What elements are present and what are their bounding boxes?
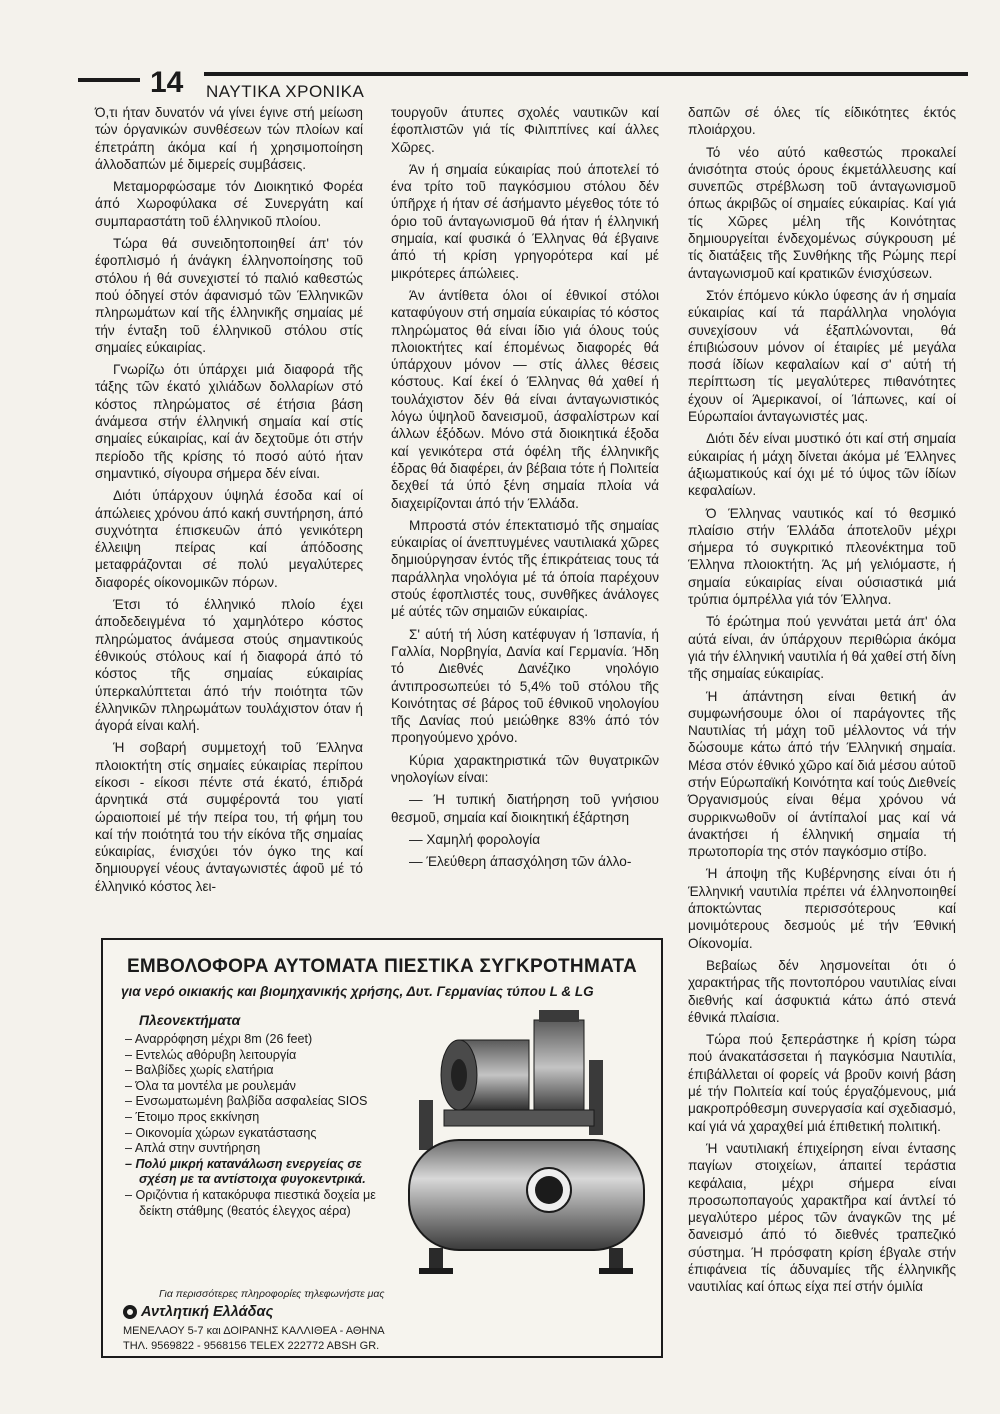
paragraph: Κύρια χαρακτηριστικά τῶν θυγατρικῶν νηολογίων είναι: xyxy=(391,752,659,785)
ad-phone: ΤΗΛ. 9569822 - 9568156 TELEX 222772 ABSH GR. xyxy=(123,1340,380,1352)
brand-name: Αντλητική Ελλάδας xyxy=(141,1304,274,1320)
paragraph: τουργοῦν άτυπες σχολές ναυτικῶν καί έφοπλιστῶν γιά τίς Φιλιππίνες καί άλλες Χῶρες. xyxy=(391,105,659,155)
list-item: – Ενσωματωμένη βαλβίδα ασφαλείας SIOS xyxy=(125,1094,395,1110)
paragraph: Στόν έπόμενο κύκλο ύφεσης άν ή σημαία εύκαιρίας καί τά παράλληλα νηολόγια συνεχίσουν νά έξαπλώνονται, θά έπιβιώσουν μόνον οί έταιρίες μέ μεγάλα ποσά ίδίων κεφαλαίων καί σ' αύτή τή περίπτωση τίς μεγαλύτερες πιθανότητες έχουν οί Άμερικανοί, οί Ίάπωνες, καί οί Εύρωπαίοι άνταγωνιστές μας. xyxy=(688,287,956,425)
paragraph: Ή άποψη τῆς Κυβέρνησης είναι ότι ή Έλληνική ναυτιλία πρέπει νά έλληνοποιηθεί άποκτώντας περισσότερους καί μονιμότερους δεσμούς μέ τήν Έθνική Οίκονομία. xyxy=(688,866,956,951)
ad-brand xyxy=(123,1304,273,1320)
ad-footnote: Για περισσότερες πληροφορίες τηλεφωνήστε μας xyxy=(159,1288,385,1300)
paragraph: Άν άντίθετα όλοι οί έθνικοί στόλοι καταφύγουν στή σημαία εύκαιρίας τό κόστος πληρώματος θά είναι ίδιο γιά όλους τούς πλοιοκτήτες καί έπομένως διαφορές θά ύπάρχουν μόνον — στίς άλλες θέσεις κόστους. Καί έκεί ό Έλληνας θά χαθεί ή τουλάχιστον δέν θά είναι άνταγωνιστικός λόγω ύψηλοῦ δανεισμοῦ, άσφαλίστρων καί άλλων έξόδων. Μόνο στά διοικητικά έξοδα καί γενικότερα στά όφέλη τῆς έλληνικῆς έδρας θά διαφέρει, άν βέβαια τότε ή Πολιτεία δεχθεί τά ύπό ξένη σημαία πλοία νά διαχειρίζονται άπό τήν Έλλάδα. xyxy=(391,287,659,511)
paragraph: Ή σοβαρή συμμετοχή τοῦ Έλληνα πλοιοκτήτη στίς σημαίες εύκαιρίας περίπου είκοσι - είκοσι πέντε στά έκατό, έπιδρά άρνητικά στά συμφέροντά του γιατί ώραιοποιεί μέ τήν πείρα του, τή φήμη του καί τήν ποιότητά του τήν είκόνα τῆς σημαίας εύκαιρίας, ένισχύει τόν όγκο της καί δημιουργεί νέους άνταγωνιστές άφοῦ μέ τό έλληνικό κόστος λει- xyxy=(95,740,363,894)
paragraph: Βεβαίως δέν λησμονείται ότι ό χαρακτήρας τῆς ποντοπόρου ναυτιλίας είναι διεθνής καί άσφυκτιά κάτω άπό στενά έθνικά πλαίσια. xyxy=(688,957,956,1025)
paragraph: Ό,τι ήταν δυνατόν νά γίνει έγινε στή μείωση τών όργανικών συνθέσεων τών πλοίων καί έπετράπη άκόμα καί ή χρησιμοποίηση άλλοδαπών μέ διμερείς συμβάσεις. xyxy=(95,105,363,172)
compressor-illustration xyxy=(389,1000,657,1280)
list-item: – Έτοιμο προς εκκίνηση xyxy=(125,1110,395,1126)
paragraph: Ή άπάντηση είναι θετική άν συμφωνήσουμε όλοι οί παράγοντες τῆς Ναυτιλίας τή μάχη τοῦ μέλλοντος νά τήν δώσουμε κάτω άπό τήν Έλληνική σημαία. Μέσα στόν έθνικό χῶρο καί διά μέσου αύτοῦ στήν Εύρωπαϊκή Κοινότητα καί τούς Διεθνείς Όργανισμούς είναι θέμα χρόνου νά συρρικνωθοῦν οί άντίπαλοί μας καί νά άνακτήσει ή έλληνική σημαία τή πρωτοπορία της στόν παγκόσμιο στίβο. xyxy=(688,688,956,860)
paragraph: Διότι ύπάρχουν ύψηλά έσοδα καί οί άπώλειες χρόνου άπό κακή συντήρηση, άπό συχνότητα έπισκευῶν άπό γενικότερη έλλειψη πείρας καί άπόδοσης μεταφράζονται σέ πολύ μεγαλύτερες διαφορές οίκονομικῶν πόρων. xyxy=(95,488,364,590)
ad-list-title: Πλεονεκτήματα xyxy=(139,1012,241,1028)
paragraph: Μεταμορφώσαμε τόν Διοικητικό Φορέα άπό Χωροφύλακα σέ Συνεργάτη καί συμπαραστάτη τοῦ έλληνικοῦ πλοίου. xyxy=(95,179,363,229)
paragraph: Τό νέο αύτό καθεστώς προκαλεί άνισότητα στούς όρους έκμετάλλευσης καί συνεπῶς στρέβλωση τοῦ άνταγωνισμοῦ όπως άκριβῶς οί σημαίες εύκαιρίας. Καί γιά τίς Χῶρες μέλη τῆς Κοινότητας δημιουργείται ένδεχομένως σύγκρουση μέ τίς διατάξεις τῆς Συνθήκης τῆς Ρώμης περί άνταγωνισμοῦ καί κρατικῶν ένισχύσεων. xyxy=(688,144,956,281)
ad-title: ΕΜΒΟΛΟΦΟΡΑ ΑΥΤΟΜΑΤΑ ΠΙΕΣΤΙΚΑ ΣΥΓΚΡΟΤΗΜΑΤΑ xyxy=(126,956,638,977)
ad-address: ΜΕΝΕΛΑΟΥ 5-7 και ΔΟΙΡΑΝΗΣ ΚΑΛΛΙΘΕΑ - ΑΘΗΝΑ xyxy=(123,1325,385,1337)
list-item: – Όλα τα μοντέλα με ρουλεμάν xyxy=(125,1079,395,1095)
paragraph: Γνωρίζω ότι ύπάρχει μιά διαφορά τῆς τάξης τῶν έκατό χιλιάδων δολλαρίων στό κόστος πληρώματος σέ έτήσια βάση άνάμεσα στήν έλληνική σημαία καί στίς σημαίες εύκαιρίας, καί άν δεχτοῦμε ότι στήν περίοδο τῆς κρίσης τό ποσό αύτό ήταν σημαντικό, σίγουρα σήμερα δέν είναι. xyxy=(95,362,363,481)
article-column-2 xyxy=(391,104,659,875)
header-rule-right xyxy=(204,72,968,76)
header-rule-left xyxy=(78,78,140,82)
list-item: – Οριζόντια ή κατακόρυφα πιεστικά δοχεία με δείκτη στάθμης (θεατός έλεγχος αέρα) xyxy=(125,1188,395,1219)
list-item: – Οικονομία χώρων εγκατάστασης xyxy=(125,1126,395,1142)
paragraph: Τό έρώτημα πού γεννάται μετά άπ' όλα αύτά είναι, άν ύπάρχουν περιθώρια άκόμα γιά τήν έλληνική ναυτιλία ή θά χαθεί στή δίνη τῆς σημαίας εύκαιρίας. xyxy=(688,614,956,682)
list-item: – Πολύ μικρή κατανάλωση ενεργείας σε σχέση με τα αντίστοιχα φυγοκεντρικά. xyxy=(125,1157,395,1188)
paragraph: Έτσι τό έλληνικό πλοίο έχει άποδεδειγμένα τό χαμηλότερο κόστος πληρώματος άνάμεσα στούς σημαντικούς έθνικούς στόλους καί ή διαφορά άπό τό κόστος τῆς σημαίας εύκαιρίας ύπερκαλύπτεται άπό τήν ποιότητα τῶν έλληνικῶν πληρωμάτων τουλάχιστον όταν ή άγορά είναι καλή. xyxy=(95,597,363,734)
article-column-1 xyxy=(95,104,363,900)
magazine-title: ΝΑΥΤΙΚΑ ΧΡΟΝΙΚΑ xyxy=(206,82,365,101)
paragraph: δαπῶν σέ όλες τίς είδικότητες έκτός πλοιάρχου. xyxy=(688,105,956,138)
paragraph: — Ή τυπική διατήρηση τοῦ γνήσιου θεσμοῦ, σημαία καί διοικητική έξάρτηση xyxy=(391,792,659,825)
page-number: 14 xyxy=(150,66,184,99)
list-item: – Αναρρόφηση μέχρι 8m (26 feet) xyxy=(125,1032,395,1048)
paragraph: Άν ή σημαία εύκαιρίας πού άποτελεί τό ένα τρίτο τοῦ παγκόσμιου στόλου δέν ύπῆρχε ή ήταν σέ άσήμαντο μέγεθος τότε τό όριο τοῦ άνταγωνισμοῦ θά ήταν ή έλληνική σημαία, καί φυσικά ό Έλληνας θά έβγαινε άπό τή κρίση γρηγορότερα καί μέ μικρότερες άπώλειες. xyxy=(391,161,659,281)
article-column-3 xyxy=(688,104,956,1301)
ad-subtitle: για νερό οικιακής και βιομηχανικής χρήσης, Δυτ. Γερμανίας τύπου L & LG xyxy=(121,984,594,999)
ad-advantages-list xyxy=(125,1032,395,1219)
list-item: – Απλά στην συντήρηση xyxy=(125,1141,395,1157)
paragraph: Τώρα θά συνειδητοποιηθεί άπ' τόν έφοπλισμό ή άνάγκη έλληνοποίησης τοῦ στόλου ή θά συνεχιστεί τό παλιό καθεστώς πού όδηγεί στόν άφανισμό τῶν Έλληνικῶν πληρωμάτων καί τῆς έλληνικῆς σημαίας μέ τήν ένταξη τοῦ έλληνικοῦ στόλου στίς σημαίες εύκαιρίας. xyxy=(95,236,363,355)
brand-logo-icon xyxy=(123,1305,137,1319)
paragraph: Τώρα πού ξεπεράστηκε ή κρίση τώρα πού άνακατάσσεται ή παγκόσμια Ναυτιλία, έπιβάλλεται οί φορείς νά βροῦν κοινή βάση μέ τήν Πολιτεία καί τούς έργαζόμενους, μιά μακροπρόθεσμη συνεργασία καί σχεδιασμό, καί γιά νά χαραχθεί μιά έπιθετική πολιτική. xyxy=(688,1032,956,1134)
paragraph: Ή ναυτιλιακή έπιχείρηση είναι έντασης παγίων στοιχείων, άπαιτεί τεράστια κεφάλαια, μέχρι σήμερα είναι προσωποπαγούς χαρακτῆρα καί άντλεί τό μεγαλύτερο μέρος τῶν άναγκῶν της μέ δανεισμό άπό τό διεθνές τραπεζικό σύστημα. Ή πρόσφατη κρίση έβγαλε στήν έπιφάνεια τίς άδυναμίες τῆς έλληνικῆς ναυτιλίας καί όπως είχα πεί στήν όμιλία xyxy=(688,1140,956,1295)
paragraph: Σ' αύτή τή λύση κατέφυγαν ή Ίσπανία, ή Γαλλία, Νορβηγία, Δανία καί Γερμανία. Ήδη τό Διεθνές Δανέζικο νηολόγιο άντιπροσωπεύει τό 5,4% τοῦ στόλου τῆς Κοινότητας σέ βάρος τοῦ έθνικοῦ νηολογίου τῆς Δανίας πού μειώθηκε 83% άπό τόν προηγούμενο χρόνο. xyxy=(391,626,659,746)
advertisement-box xyxy=(101,938,663,1358)
paragraph: Μπροστά στόν έπεκτατισμό τῆς σημαίας εύκαιρίας οί άνεπτυγμένες ναυτιλιακά χῶρες δημιούργησαν έντός τῆς έπικράτειας τους τά παράλληλα νηολόγια μέ τά όποία παρέχουν στούς έφοπλιστές τους, συνθῆκες άνάλογες μέ αύτές τῶν σημαιῶν εύκαιρίας. xyxy=(391,517,659,620)
paragraph: Διότι δέν είναι μυστικό ότι καί στή σημαία εύκαιρίας ή μάχη δίνεται άκόμα μέ Έλληνες άξιωματικούς καί όχι μέ τό ύψος τῶν ίδίων κεφαλαίων. xyxy=(688,431,956,499)
paragraph: Ό Έλληνας ναυτικός καί τό θεσμικό πλαίσιο στήν Έλλάδα άποτελοῦν μέχρι σήμερα τό συγκριτικό πλεονέκτημα τοῦ Έλληνα πλοιοκτήτη. Άς μή γελιόμαστε, ή σημαία εύκαιρίας είναι ούσιαστικά μιά τρύπια όμπρέλλα γιά τόν Έλληνα. xyxy=(688,505,956,608)
list-item: – Βαλβίδες χωρίς ελατήρια xyxy=(125,1063,395,1079)
paragraph: — Έλεύθερη άπασχόληση τῶν άλλο- xyxy=(409,854,632,870)
list-item: – Εντελώς αθόρυβη λειτουργία xyxy=(125,1048,395,1064)
paragraph: — Χαμηλή φορολογία xyxy=(409,831,541,847)
